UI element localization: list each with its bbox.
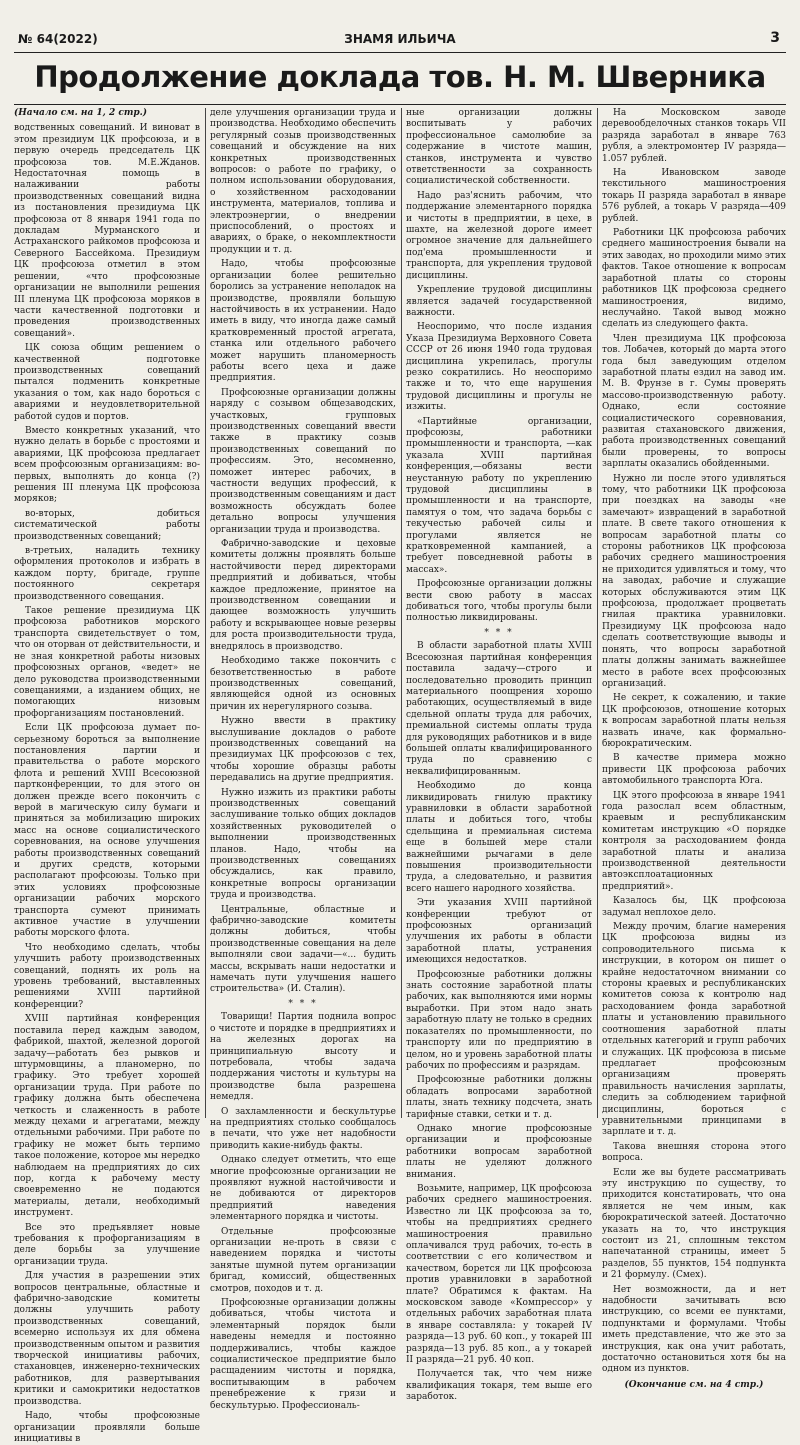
paragraph: ЦК этого профсоюза в январе 1941 года разослал всем областным, краевым и республиканским комитетам инструкцию «О порядке контроля за расходованием фонда заработной платы и анализа производственной деятельности автоэксплоатационных предприятий». (602, 790, 786, 892)
paragraph: Профсоюзные организации должны добиваться, чтобы чистота и элементарный порядок были наведены немедля и постоянно поддерживались, чтобы каждое социалистическое предприятие было расщадениим чистоты и порядка, воспитывающим в рабочем пренебрежение к грязи и бескультурью. Профессиональ- (210, 1298, 396, 1411)
paragraph: Возьмите, например, ЦК профсоюза рабочих среднего машиностроения. Известно ли ЦК профсоюза за то, чтобы на предприятиях среднего машиностроения правильно оплачивался труд рабочих, то-есть в соответствии с его количеством и качеством, борется ли ЦК профсоюза против уравниловки в заработной плате? Обратимся к фактам. На московском заводе «Компрессор» у отдельных рабочих заработная плата в январе составляла: у токарей IV разряда—13 руб. 60 коп., у токарей III разряда—13 руб. 85 коп., а у токарей II разряда—21 руб. 40 коп. (406, 1183, 592, 1366)
paragraph: Надо, чтобы профсоюзные организации более решительно боролись за устранение неполадок на производстве, проявляли большую настойчивость в их устранении. Надо иметь в виду, что иногда даже самый кратковременный простой агрегата, станка или отдельного рабочего может нарушить планомерность работы всего цеха и даже предприятия. (210, 259, 396, 384)
paragraph: Казалось бы, ЦК профсоюза задумал неплохое дело. (602, 896, 786, 918)
paragraph: Эти указания XVIII партийной конференции требуют от профсоюзных организаций улучшения их работы в области заработной платы, устранения имеющихся недостатков. (406, 898, 592, 966)
page-header (14, 28, 786, 53)
paragraph: Работники ЦК профсоюза рабочих среднего машиностроения бывали на этих заводах, но проходили мимо этих фактов. Такое отношение к вопросам заработной платы со стороны работников ЦК профсоюза среднего машиностроения, видимо, неслучайно. Такой вывод можно сделать из следующего факта. (602, 228, 786, 330)
paragraph: Укрепление трудовой дисциплины является задачей государственной важности. (406, 285, 592, 318)
paragraph: Профсоюзные работники должны знать состояние заработной платы рабочих, как выполняются ими нормы выработки. При этом надо знать заработную плату не только в средних показателях по промышленности, по транспорту или по предприятию в целом, но и уровень заработной платы рабочих по профессиям и разрядам. (406, 969, 592, 1071)
paragraph: Неоспоримо, что после издания Указа Президиума Верховного Совета СССР от 26 июня 1940 года трудовая дисциплина укрепилась, прогулы резко сократились. Но неоспоримо также и то, что еще нарушения трудовой дисциплины и прогулы не изжиты. (406, 322, 592, 413)
section-separator: * * * (484, 627, 514, 638)
paragraph: Не секрет, к сожалению, и такие ЦК профсоюзов, отношение которых к вопросам заработной платы нельзя назвать иначе, как формально-бюрократическим. (602, 693, 786, 749)
paragraph: О захламленности и бескультурье на предприятиях столько сообщалось в печати, что уже нет надобности приводить какие-нибудь факты. (210, 1106, 396, 1151)
paragraph: Надо раз'яснить рабочим, что поддержание элементарного порядка и чистоты в предприятии, в цехе, в шахте, на железной дороге имеет огромное значение для дальнейшего под'ема промышленности и транспорта, для укрепления трудовой дисциплины. (406, 190, 592, 281)
paragraph: Вместо конкретных указаний, что нужно делать в борьбе с простоями и авариями, ЦК профсоюза предлагает всем профсоюзным организациям: во-первых, выполнять до конца (?) решения III пленума ЦК профсоюза моряков; (14, 425, 200, 505)
paragraph: Член президиума ЦК профсоюза тов. Лобачев, который до марта этого года был заведующим отделом заработной платы ездил на завод им. М. В. Фрунзе в г. Сумы проверять массово-производственную работу. Однако, если состояние социалистического соревнования, развитая стахановского движения, работа производственных совещаний были проверены, то вопросы зарплаты оказались обойденными. (602, 333, 786, 470)
paragraph: во-вторых, добиться систематической работы производственных совещаний; (14, 508, 200, 542)
paragraph: Такое решение президиума ЦК профсоюза работников морского транспорта свидетельствует о том, что он оторван от действительности, и не зная конкретной работы низовых профсоюзных органов, «ведет» не дело руководства производственными совещаниями, а изданием общих, не помогающих низовым профорганизациям постановлений. (14, 606, 200, 719)
column-divider (597, 108, 598, 1118)
paragraph: Между прочим, благие намерения ЦК профсоюза видны из сопроводительного письма к инструкции, в котором он пишет о крайне недостаточном внимании со стороны краевых и республиканских комитетов союза к контролю над расходованием фонда заработной платы и установлению правильного соотношения заработной платы отдельных категорий и групп рабочих и служащих. ЦК профсоюза в письме предлагает профсоюзным организациям проверять правильность начисления зарплаты, следить за соблюдением тарифной дисциплины, бороться с уравнительными принципами в зарплате и т. д. (602, 922, 786, 1138)
paragraph: На Московском заводе деревообделочных станков токарь VII разряда заработал в январе 763 рубля, а электромонтер IV разряда—1.057 рублей. (602, 108, 786, 164)
page-number: 3 (770, 30, 780, 46)
paragraph: Нет возможности, да и нет надобности зачитывать всю инструкцию, со всеми ее пунктами, подпунктами и формулами. Чтобы иметь представление, что же это за инструкция, как она учит работать, достаточно остановиться хотя бы на одном из пунктов. (602, 1284, 786, 1375)
paragraph: В области заработной платы XVIII Всесоюзная партийная конференция поставила задачу—строго и последовательно проводить принцип материального поощрения хорошо работающих, осуществляемый в виде сдельной оплаты труда для рабочих, премиальной системы оплаты труда для руководящих работников и в виде большей оплаты квалифицированного труда по сравнению с неквалифицированным. (406, 641, 592, 777)
newspaper-title: ЗНАМЯ ИЛЬИЧА (344, 32, 456, 46)
paragraph: Нужно изжить из практики работы производственных совещаний заслушивание только общих докладов хозяйственных руководителей о выполнении производственных планов. Надо, чтобы на производственных совещаниях обсуждались, как правило, конкретные вопросы организации труда и производства. (210, 787, 396, 901)
column-2 (210, 108, 396, 1411)
paragraph: Получается так, что чем ниже квалификация токаря, тем выше его заработок. (406, 1369, 592, 1403)
paragraph: Для участия в разрешении этих вопросов центральные, областные и фабрично-заводские комитеты должны улучшить работу производственных совещаний, всемерно используя их для обмена производственным опытом и развития творческой инициативы рабочих, стахановцев, инженерно-технических работников, для развертывания критики и самокритики недостатков производства. (14, 1271, 200, 1407)
article-body (14, 108, 786, 1444)
paragraph: Нужно ввести в практику выслушивание докладов о работе производственных совещаний на президиумах ЦК профсоюзов с тех, чтобы хорошие образцы работы передавались на другие предприятия. (210, 716, 396, 784)
paragraph: Профсоюзные организации должны наряду с созывом общезаводских, участковых, групповых производственных совещаний ввести также в практику созыв производственных совещаний по профессиям. Это, несомненно, поможет интерес рабочих, в частности ведущих профессий, к производственным совещаниям и даст возможность обсуждать более детально вопросы улучшения организации труда и производства. (210, 387, 396, 535)
column-divider (205, 108, 206, 1118)
paragraph: Товарищи! Партия поднила вопрос о чистоте и порядке в предприятиях и на железных дорогах на принципиальную высоту и потребовала, чтобы задача поддержания чистоты и культуры на производстве была разрешена немедля. (210, 1012, 396, 1103)
column-4 (602, 108, 786, 1390)
paragraph: Такова внешняя сторона этого вопроса. (602, 1141, 786, 1164)
paragraph: Необходимо также покончить с безответственностью в работе производственных совещаний, являющейся одной из основных причин их нерегулярного созыва. (210, 656, 396, 712)
paragraph: Фабрично-заводские и цеховые комитеты должны проявлять больше настойчивости перед директорами предприятий и добиваться, чтобы каждое предложение, принятое на производственном совещании и дающее возможность улучшить работу и вскрывающее новые резервы для роста производительности труда, внедрялось в производство. (210, 539, 396, 652)
paragraph: Однако многие профсоюзные организации и профсоюзные работники вопросам заработной платы не уделяют должного внимания. (406, 1123, 592, 1180)
issue-number: № 64(2022) (18, 32, 98, 46)
paragraph: На Ивановском заводе текстильного машиностроения токарь II разряда заработал в январе 576 рублей, а токарь V разряда—409 рублей. (602, 168, 786, 224)
paragraph: Все это предъявляет новые требования к профорганизациям в деле борьбы за улучшение организации труда. (14, 1222, 200, 1267)
column-divider (401, 108, 402, 1118)
continuation-note: (Начало см. на 1, 2 стр.) (14, 108, 148, 118)
paragraph: деле улучшения организации труда и производства. Необходимо обеспечить регулярный созыв производственных совещаний и обсуждение на них конкретных производственных вопросов: о работе по графику, о полном использовании оборудования, о хозяйственном расходовании инструмента, материалов, топлива и электроэнергии, о внедрении приспособлений, о простоях и авариях, о браке, о некомплектности продукции и т. д. (210, 108, 396, 255)
continuation-note: (Окончание см. на 4 стр.) (624, 1379, 764, 1390)
section-separator: * * * (288, 998, 318, 1009)
paragraph: «Партийные организации, профсоюзы, работники промышленности и транспорта, —как указала XVIII партийная конференция,—обязаны вести неустанную работу по укреплению трудовой дисциплины в промышленности и на транспорте, памятуя о том, что задача борьбы с текучестью рабочей силы и прогулами является не кратковременной кампанией, а требует повседневной работы в массах». (406, 416, 592, 575)
paragraph: Необходимо до конца ликвидировать гнилую практику уравниловки в области заработной платы и добиться того, чтобы сдельщина и премиальная система еще в большей мере стали важнейшими рычагами в деле повышения производительности труда, а следовательно, и развития всего нашего народного хозяйства. (406, 781, 592, 894)
column-3 (406, 108, 592, 1403)
paragraph: в-третьих, наладить технику оформления протоколов и избрать в каждом порту, бригаде, группе постоянного секретаря производственного совещания. (14, 546, 200, 602)
article-headline: Продолжение доклада тов. Н. М. Шверника (14, 60, 786, 105)
column-1 (14, 108, 200, 1444)
paragraph: Отдельные профсоюзные организации не-проть в связи с наведением порядка и чистоты занятые шумной путем организации бригад, комиссий, общественных смотров, походов и т. д. (210, 1226, 396, 1294)
paragraph: Профсоюзные работники должны обладать вопросами заработной платы, знать технику подсчета, знать тарифные ставки, сетки и т. д. (406, 1075, 592, 1120)
paragraph: Если ЦК профсоюза думает по-серьезному бороться за выполнение постановления партии и правительства о работе морского флота и решений XVIII Всесоюзной партконференции, то для этого он должен прежде всего покончить с верой в магическую силу бумаги и приняться за мобилизацию широких масс на основе социалистического соревнования, на основе улучшения работы производственных совещаний и других средств, которыми располагают профсоюзы. Только при этих условиях профсоюзные организации рабочих морского транспорта сумеют принимать активное участие в улучшении работы морского флота. (14, 723, 200, 939)
paragraph: Если же вы будете рассматривать эту инструкцию по существу, то приходится констатировать, что она является не чем иным, как бюрократической затеей. Достаточно указать на то, что инструкция состоит из 21, сплошным текстом напечатанной страницы, имеет 5 разделов, 55 пунктов, 154 подпункта и 21 формулу. (Смех). (602, 1167, 786, 1281)
paragraph: Профсоюзные организации должны вести свою работу в массах добиваться того, чтобы прогулы были полностью ликвидированы. (406, 579, 592, 624)
paragraph: ные организации должны воспитывать у рабочих профессиональное самолюбие за содержание в чистоте машин, станков, инструмента и чувство ответственности за сохранность социалистической собственности. (406, 108, 592, 187)
paragraph: В качестве примера можно привести ЦК профсоюза рабочих автомобильного транспорта Юга. (602, 753, 786, 787)
paragraph: XVIII партийная конференция поставила перед каждым заводом, фабрикой, шахтой, железной дорогой задачу—работать без рывков и штурмовщины, а планомерно, по графику. Это требует хорошей организации труда. При работе по графику должна быть обеспечена четкость и слаженность в работе между цехами и агрегатами, между отдельными рабочими. При работе по графику не может быть терпимо такое положение, которое мы нередко наблюдаем на предприятиях до сих пор, когда к рабочему месту своевременно не подаются материалы, детали, необходимый инструмент. (14, 1014, 200, 1219)
paragraph: водственных совещаний. И виноват в этом президиум ЦК профсоюза, и в первую очередь председатель ЦК профсоюза тов. М.Е.Жданов. Недостаточная помощь в налаживании работы производственных совещаний видна из постановления президиума ЦК профсоюза от 8 января 1941 года по докладам Мурманского и Астраханского райкомов профсоюза и Северного Бассейкома. Президиум ЦК профсоюза отметил в этом решении, «что профсоюзные организации не выполнили решения III пленума ЦК профсоюза моряков в части качественной подготовки и проведения производственных совещаний». (14, 123, 200, 339)
paragraph: ЦК союза общим решением о качественной подготовке производственных совещаний пытался подменить конкретные указания о том, как надо бороться с авариями и неудовлетворительной работой судов и портов. (14, 343, 200, 422)
paragraph: Центральные, областные и фабрично-заводские комитеты должны добиться, чтобы производственные совещания на деле выполняли свои задачи—«... будить массы, вскрывать наши недостатки и намечать пути улучшения нашего строительства» (И. Сталин). (210, 904, 396, 995)
paragraph: Надо, чтобы профсоюзные организации проявляли больше инициативы в (14, 1411, 200, 1444)
paragraph: Нужно ли после этого удивляться тому, что работники ЦК профсоюза при поездках на заводы «не замечают» извращений в заработной плате. В свете такого отношения к вопросам заработной платы со стороны работников ЦК профсоюза рабочих среднего машиностроения не приходится удивляться и тому, что на заводах, рабочие и служащие которых обслуживаются этим ЦК профсоюза, продолжает процветать гнилая практика уравниловки. Президиуму ЦК профсоюза надо сделать соответствующие выводы и понять, что вопросы заработной платы должны занимать важнейшее место в работе всех профсоюзных организаций. (602, 473, 786, 689)
paragraph: Что необходимо сделать, чтобы улучшить работу производственных совещаний, поднять их роль на уровень требований, выставленных решениями XVIII партийной конференции? (14, 942, 200, 1010)
paragraph: Однако следует отметить, что еще многие профсоюзные организации не проявляют нужной настойчивости и не добиваются от директоров предприятий наведения элементарного порядка и чистоты. (210, 1155, 396, 1223)
